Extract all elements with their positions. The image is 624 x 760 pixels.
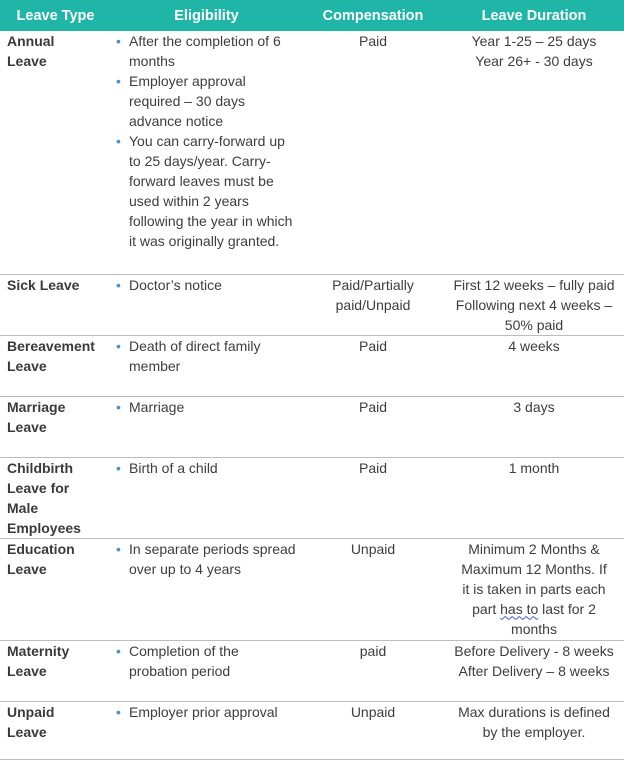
eligibility-list: [113, 397, 302, 417]
table-row: [0, 31, 624, 274]
leave-type-cell: [0, 31, 111, 274]
eligibility-item: • Employer prior approval: [113, 702, 302, 722]
leave-type-line: Leave: [7, 662, 47, 679]
leave-duration-cell: [444, 640, 624, 701]
eligibility-cell: [111, 538, 302, 640]
leave-type-line: Annual: [7, 33, 55, 49]
eligibility-cell: [111, 457, 302, 538]
table-row: [0, 274, 624, 335]
compensation-line: Unpaid: [350, 540, 396, 557]
leave-type-line: Education: [7, 540, 75, 557]
leave-type-line: Marriage: [7, 398, 66, 415]
duration-line: Year 26+ - 30 days: [475, 53, 593, 69]
eligibility-cell: [111, 335, 302, 396]
leave-duration-cell: [444, 457, 624, 538]
duration-line: Minimum 2 Months &: [468, 540, 600, 557]
header-leave-duration: Leave Duration: [444, 0, 624, 31]
header-compensation: Compensation: [302, 0, 444, 31]
duration-line: Maximum 12 Months. If: [461, 560, 607, 577]
leave-type-line: Unpaid: [7, 703, 55, 720]
duration-line: part has to last for 2: [472, 600, 596, 617]
eligibility-list: [113, 641, 302, 681]
leave-duration-cell: [444, 701, 624, 759]
compensation-line: Unpaid: [350, 703, 396, 720]
compensation-line: paid: [359, 642, 387, 659]
table-row: [0, 538, 624, 640]
duration-line: 4 weeks: [508, 337, 560, 354]
leave-type-line: Bereavement: [7, 337, 95, 354]
compensation-line: paid/Unpaid: [335, 296, 411, 313]
leave-type-cell: [0, 396, 111, 457]
leave-type-cell: [0, 640, 111, 701]
compensation-cell: [302, 335, 444, 396]
compensation-line: Paid: [358, 459, 388, 476]
leave-type-cell: [0, 274, 111, 335]
leave-duration-cell: [444, 274, 624, 335]
leave-type-cell: [0, 538, 111, 640]
duration-line: First 12 weeks – fully paid: [453, 276, 615, 293]
leave-type-line: Maternity: [7, 642, 70, 659]
leave-type-line: Leave: [7, 418, 47, 435]
leave-duration-cell: [444, 335, 624, 396]
compensation-line: Paid: [358, 337, 388, 354]
compensation-cell: [302, 701, 444, 759]
eligibility-item: • Completion of the probation period: [113, 641, 302, 681]
duration-line: by the employer.: [482, 723, 586, 740]
leave-type-line: Male: [7, 499, 39, 516]
eligibility-item: • Doctor’s notice: [113, 275, 302, 295]
leave-type-line: Employees: [7, 519, 81, 536]
duration-line: 3 days: [513, 398, 555, 415]
eligibility-list: [113, 458, 302, 478]
leave-type-line: Leave: [7, 560, 47, 577]
eligibility-cell: [111, 701, 302, 759]
leave-duration-cell: [444, 538, 624, 640]
table-row: [0, 640, 624, 701]
leave-duration-cell: [444, 396, 624, 457]
eligibility-cell: [111, 274, 302, 335]
table-row: [0, 701, 624, 759]
duration-line: Following next 4 weeks –: [455, 296, 613, 313]
header-eligibility: Eligibility: [111, 0, 302, 31]
eligibility-cell: [111, 640, 302, 701]
duration-line: Max durations is defined: [458, 703, 610, 720]
leave-type-line: Leave: [7, 357, 47, 374]
header-row: [0, 0, 624, 31]
eligibility-cell: [111, 396, 302, 457]
eligibility-item: • Birth of a child: [113, 458, 302, 478]
table-body: [0, 31, 624, 759]
eligibility-list: [113, 539, 302, 579]
duration-line: 1 month: [508, 459, 560, 476]
table-row: [0, 457, 624, 538]
eligibility-list: [113, 31, 302, 251]
header-leave-type: Leave Type: [0, 0, 111, 31]
eligibility-item: • Death of direct family member: [113, 336, 302, 376]
duration-line: Before Delivery - 8 weeks: [454, 642, 614, 659]
eligibility-item: • After the completion of 6 months: [113, 31, 302, 71]
eligibility-list: [113, 275, 302, 295]
table-header: [0, 0, 624, 31]
eligibility-item: • Marriage: [113, 397, 302, 417]
duration-line: After Delivery – 8 weeks: [458, 662, 610, 679]
table-row: [0, 396, 624, 457]
compensation-line: Paid: [358, 33, 388, 49]
leave-type-line: Childbirth: [7, 459, 74, 476]
leave-type-line: Sick Leave: [7, 276, 80, 293]
leave-type-line: Leave for: [7, 479, 70, 496]
leave-type-cell: [0, 335, 111, 396]
compensation-cell: [302, 274, 444, 335]
compensation-cell: [302, 640, 444, 701]
compensation-line: Paid: [358, 398, 388, 415]
eligibility-item: • You can carry-forward up to 25 days/year. Carry-forward leaves must be used within 2 years following the year in which it was originally granted.: [113, 131, 302, 251]
compensation-cell: [302, 31, 444, 274]
compensation-cell: [302, 538, 444, 640]
compensation-cell: [302, 457, 444, 538]
leave-type-line: Leave: [7, 53, 47, 69]
leave-type-cell: [0, 457, 111, 538]
duration-line: Year 1-25 – 25 days: [471, 33, 597, 49]
duration-line: it is taken in parts each: [462, 580, 606, 597]
duration-line: months: [511, 620, 557, 637]
eligibility-list: [113, 702, 302, 722]
eligibility-cell: [111, 31, 302, 274]
spellcheck-squiggle: has to: [500, 600, 539, 617]
eligibility-item: • Employer approval required – 30 days advance notice: [113, 71, 302, 131]
eligibility-item: • In separate periods spread over up to 4 years: [113, 539, 302, 579]
leave-duration-cell: [444, 31, 624, 274]
leave-type-cell: [0, 701, 111, 759]
compensation-line: Paid/Partially: [332, 276, 414, 293]
table-row: [0, 335, 624, 396]
compensation-cell: [302, 396, 444, 457]
duration-line: 50% paid: [504, 316, 564, 333]
eligibility-list: [113, 336, 302, 376]
leave-type-line: Leave: [7, 723, 47, 740]
